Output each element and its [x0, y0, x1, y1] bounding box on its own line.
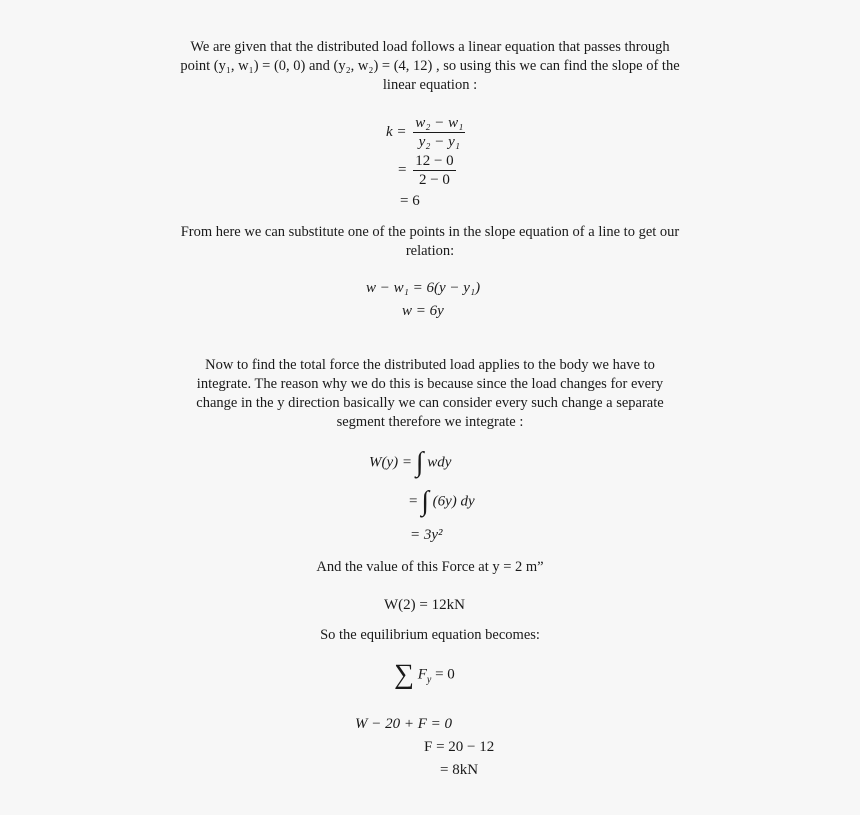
slope-fraction-1: [413, 114, 465, 151]
equilibrium-line-3: = 8kN: [440, 762, 479, 778]
slope-frac2-den: 2 − 0: [418, 172, 450, 188]
slope-fraction-2: [413, 152, 455, 189]
slope-frac1-num: w₂ − w₁: [415, 115, 464, 131]
integral-sign-icon: ∫: [415, 447, 424, 478]
slope-eq2: =: [398, 161, 407, 178]
sum-sub: y: [426, 674, 432, 686]
sum-rhs: F: [417, 666, 427, 683]
sum-forces-equation: [394, 661, 455, 689]
integral-rhs1: wdy: [427, 454, 452, 471]
equilibrium-line-2: F = 20 − 12: [424, 739, 495, 755]
slope-frac2-num: 12 − 0: [415, 153, 454, 169]
slope-lhs: k =: [386, 123, 407, 140]
force-value-equation: W(2) = 12kN: [384, 597, 465, 613]
integral-line-2: [409, 488, 475, 516]
relation-line-1: w − w₁ = 6(y − y₁): [366, 280, 481, 296]
relation-line-2: w = 6y: [402, 303, 444, 319]
integral-sign-icon-2: ∫: [421, 486, 429, 517]
integral-lhs: W(y) =: [369, 454, 413, 471]
paragraph-intro: We are given that the distributed load follows a linear equation that passes through point (y₁, w₁) = (0, 0) and (y₂, w₂) = (4, 12) , so using this we can find the slope of the linear equation :: [180, 39, 680, 93]
equilibrium-line-1: W − 20 + F = 0: [355, 716, 453, 732]
paragraph-substitute: From here we can substitute one of the points in the slope equation of a line to get our relation:: [180, 224, 680, 259]
slope-line-2: [398, 152, 459, 189]
integral-rhs2: (6y) dy: [432, 493, 475, 510]
slope-frac1-den: y₂ − y₁: [418, 134, 460, 150]
slope-line-3: = 6: [400, 193, 420, 209]
paragraph-integrate: Now to find the total force the distributed load applies to the body we have to integrate. The reason why we do this is because since the load changes for every change in the y direction basically we can consider every such change a separate segment therefore we integrate :: [196, 357, 664, 430]
sigma-icon: ∑: [394, 659, 414, 690]
integral-line-3: = 3y²: [410, 527, 443, 543]
slope-line-1: [386, 114, 468, 151]
integral-line-1: [369, 449, 451, 477]
integral-eq2: =: [409, 493, 418, 510]
sum-tail: = 0: [435, 666, 455, 683]
paragraph-force-value: And the value of this Force at y = 2 m”: [316, 559, 544, 575]
paragraph-equilibrium: So the equilibrium equation becomes:: [320, 627, 540, 643]
